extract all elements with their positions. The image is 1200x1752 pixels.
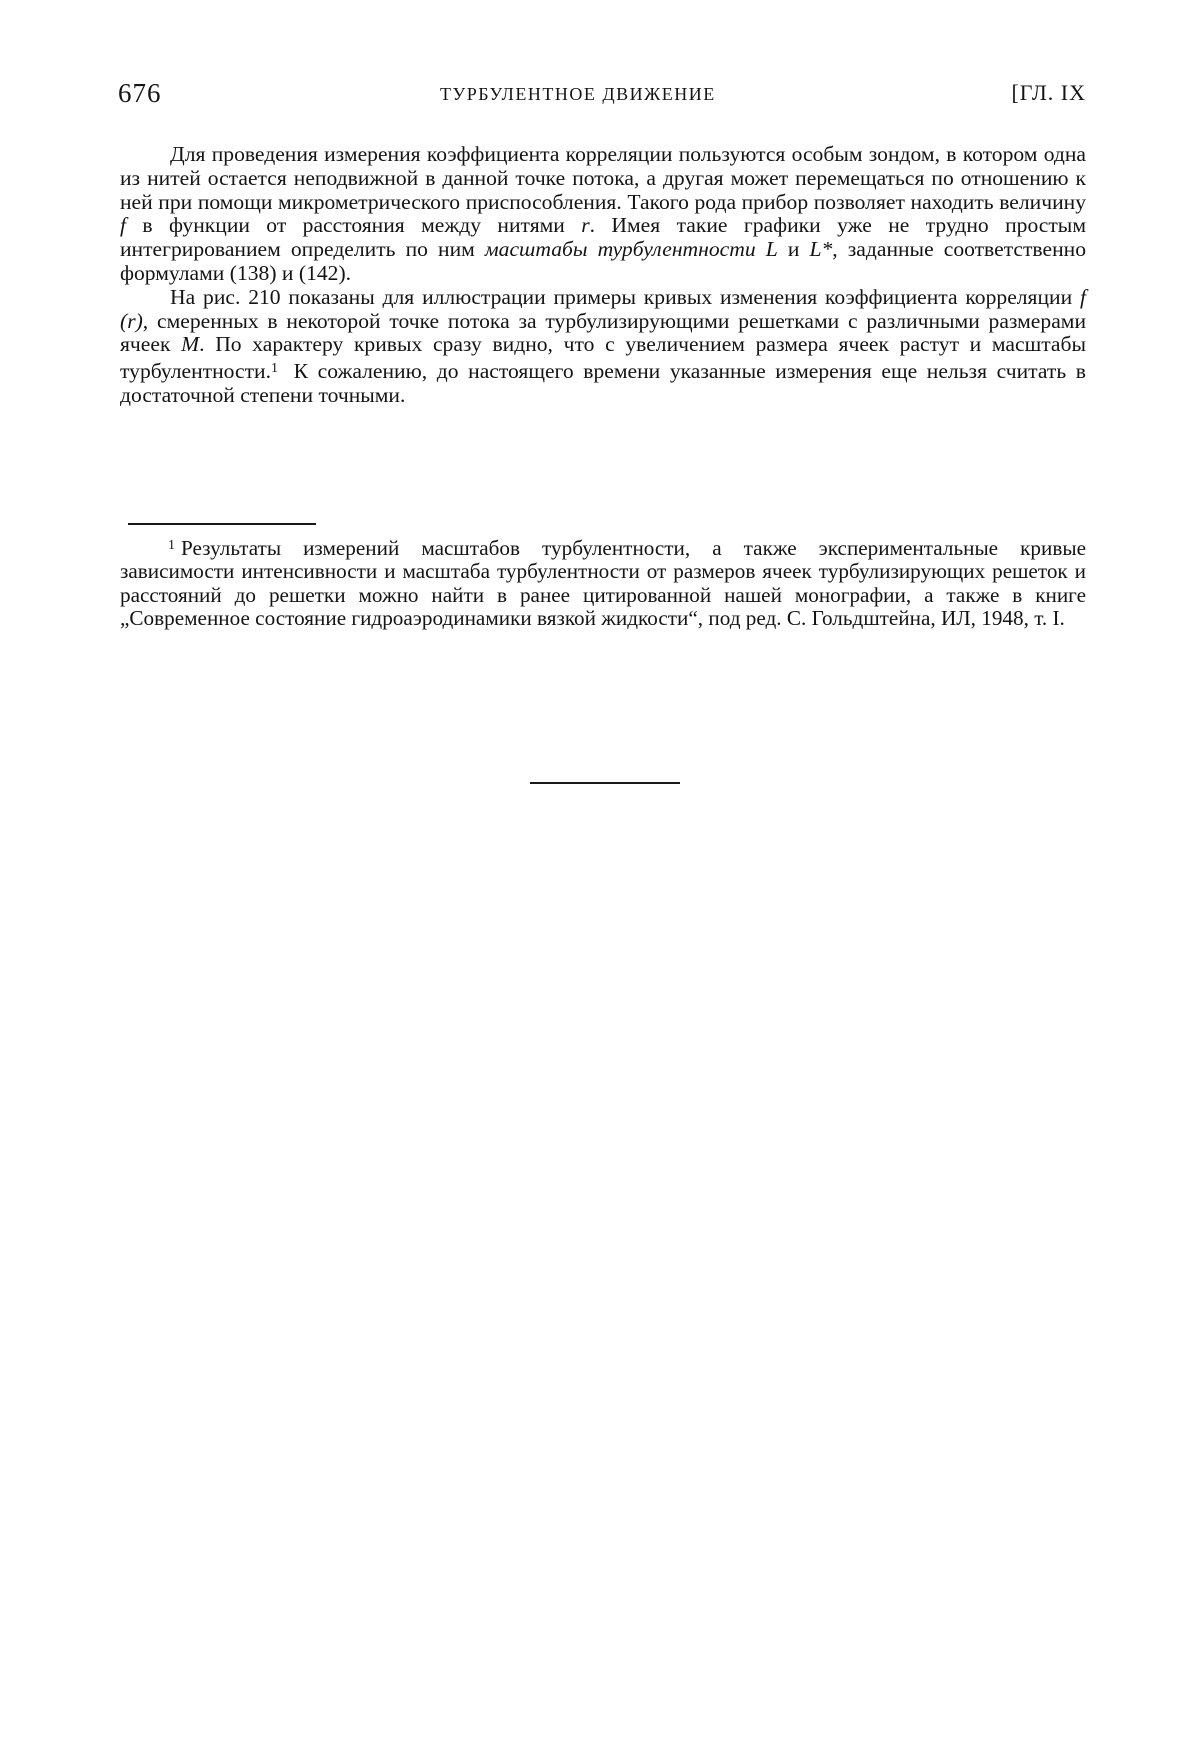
footnote-separator xyxy=(128,523,316,525)
footnote-mark: 1 xyxy=(168,538,175,553)
footnote-paragraph xyxy=(120,534,1086,631)
emphasized-term: масштабы турбулентности xyxy=(484,237,756,262)
paragraph-2 xyxy=(120,286,1086,408)
text-run xyxy=(756,237,766,261)
math-symbol: f xyxy=(120,213,126,238)
text-run: На рис. 210 показаны для иллюстрации примеры кривых изменения коэффициента корреляции xyxy=(170,284,1080,309)
footnote-text: Результаты измерений масштабов турбулентности, а также экспериментальные кривые зависимости интенсивности и масштаба турбулентности от размеров ячеек турбулизирующих решеток и расстояний до решетки можно найти в ранее цитированной нашей монографии, а также в книге „Современное состояние гидроаэродинамики вязкой жидкости“, под ред. С. Гольдштейна, ИЛ, 1948, т. I. xyxy=(120,536,1086,631)
text-run: и xyxy=(777,237,810,262)
end-rule xyxy=(530,782,680,784)
math-expression: f (r) xyxy=(120,284,1086,333)
math-symbol: L* xyxy=(809,237,833,262)
math-symbol: L xyxy=(765,237,778,262)
main-text xyxy=(120,143,1086,408)
running-head xyxy=(118,78,1086,114)
math-symbol: r xyxy=(581,213,590,238)
footnote-reference: 1 xyxy=(270,361,278,377)
text-run: . По характеру кривых сразу видно, что с увеличением размера ячеек растут и масштабы турбулентности. xyxy=(120,332,1086,384)
text-run: в функции от расстояния между нитями xyxy=(126,213,582,238)
text-run: , смеренных в некоторой точке потока за турбулизирующими решетками с различными размерами ячеек xyxy=(120,308,1086,357)
page-number: 676 xyxy=(118,78,162,108)
footnote xyxy=(120,534,1086,631)
text-run: . Имея такие графики уже не трудно простым интегрированием определить по ним xyxy=(120,213,1086,262)
chapter-reference: [ГЛ. IX xyxy=(1011,80,1086,105)
text-run: Для проведения измерения коэффициента корреляции пользуются особым зондом, в котором одна из нитей остается неподвижной в данной точке потока, а другая может перемещаться по отношению к ней при помощи микрометрического приспособления. Такого рода прибор позволяет находить величину xyxy=(120,142,1086,214)
text-run: , заданные соответственно формулами (138) и (142). xyxy=(120,237,1086,285)
running-title: ТУРБУЛЕНТНОЕ ДВИЖЕНИЕ xyxy=(440,84,716,104)
text-run: К сожалению, до настоящего времени указанные измерения еще нельзя считать в достаточной степени точными. xyxy=(120,359,1086,407)
paragraph-1 xyxy=(120,143,1086,286)
math-symbol: M xyxy=(181,332,200,357)
